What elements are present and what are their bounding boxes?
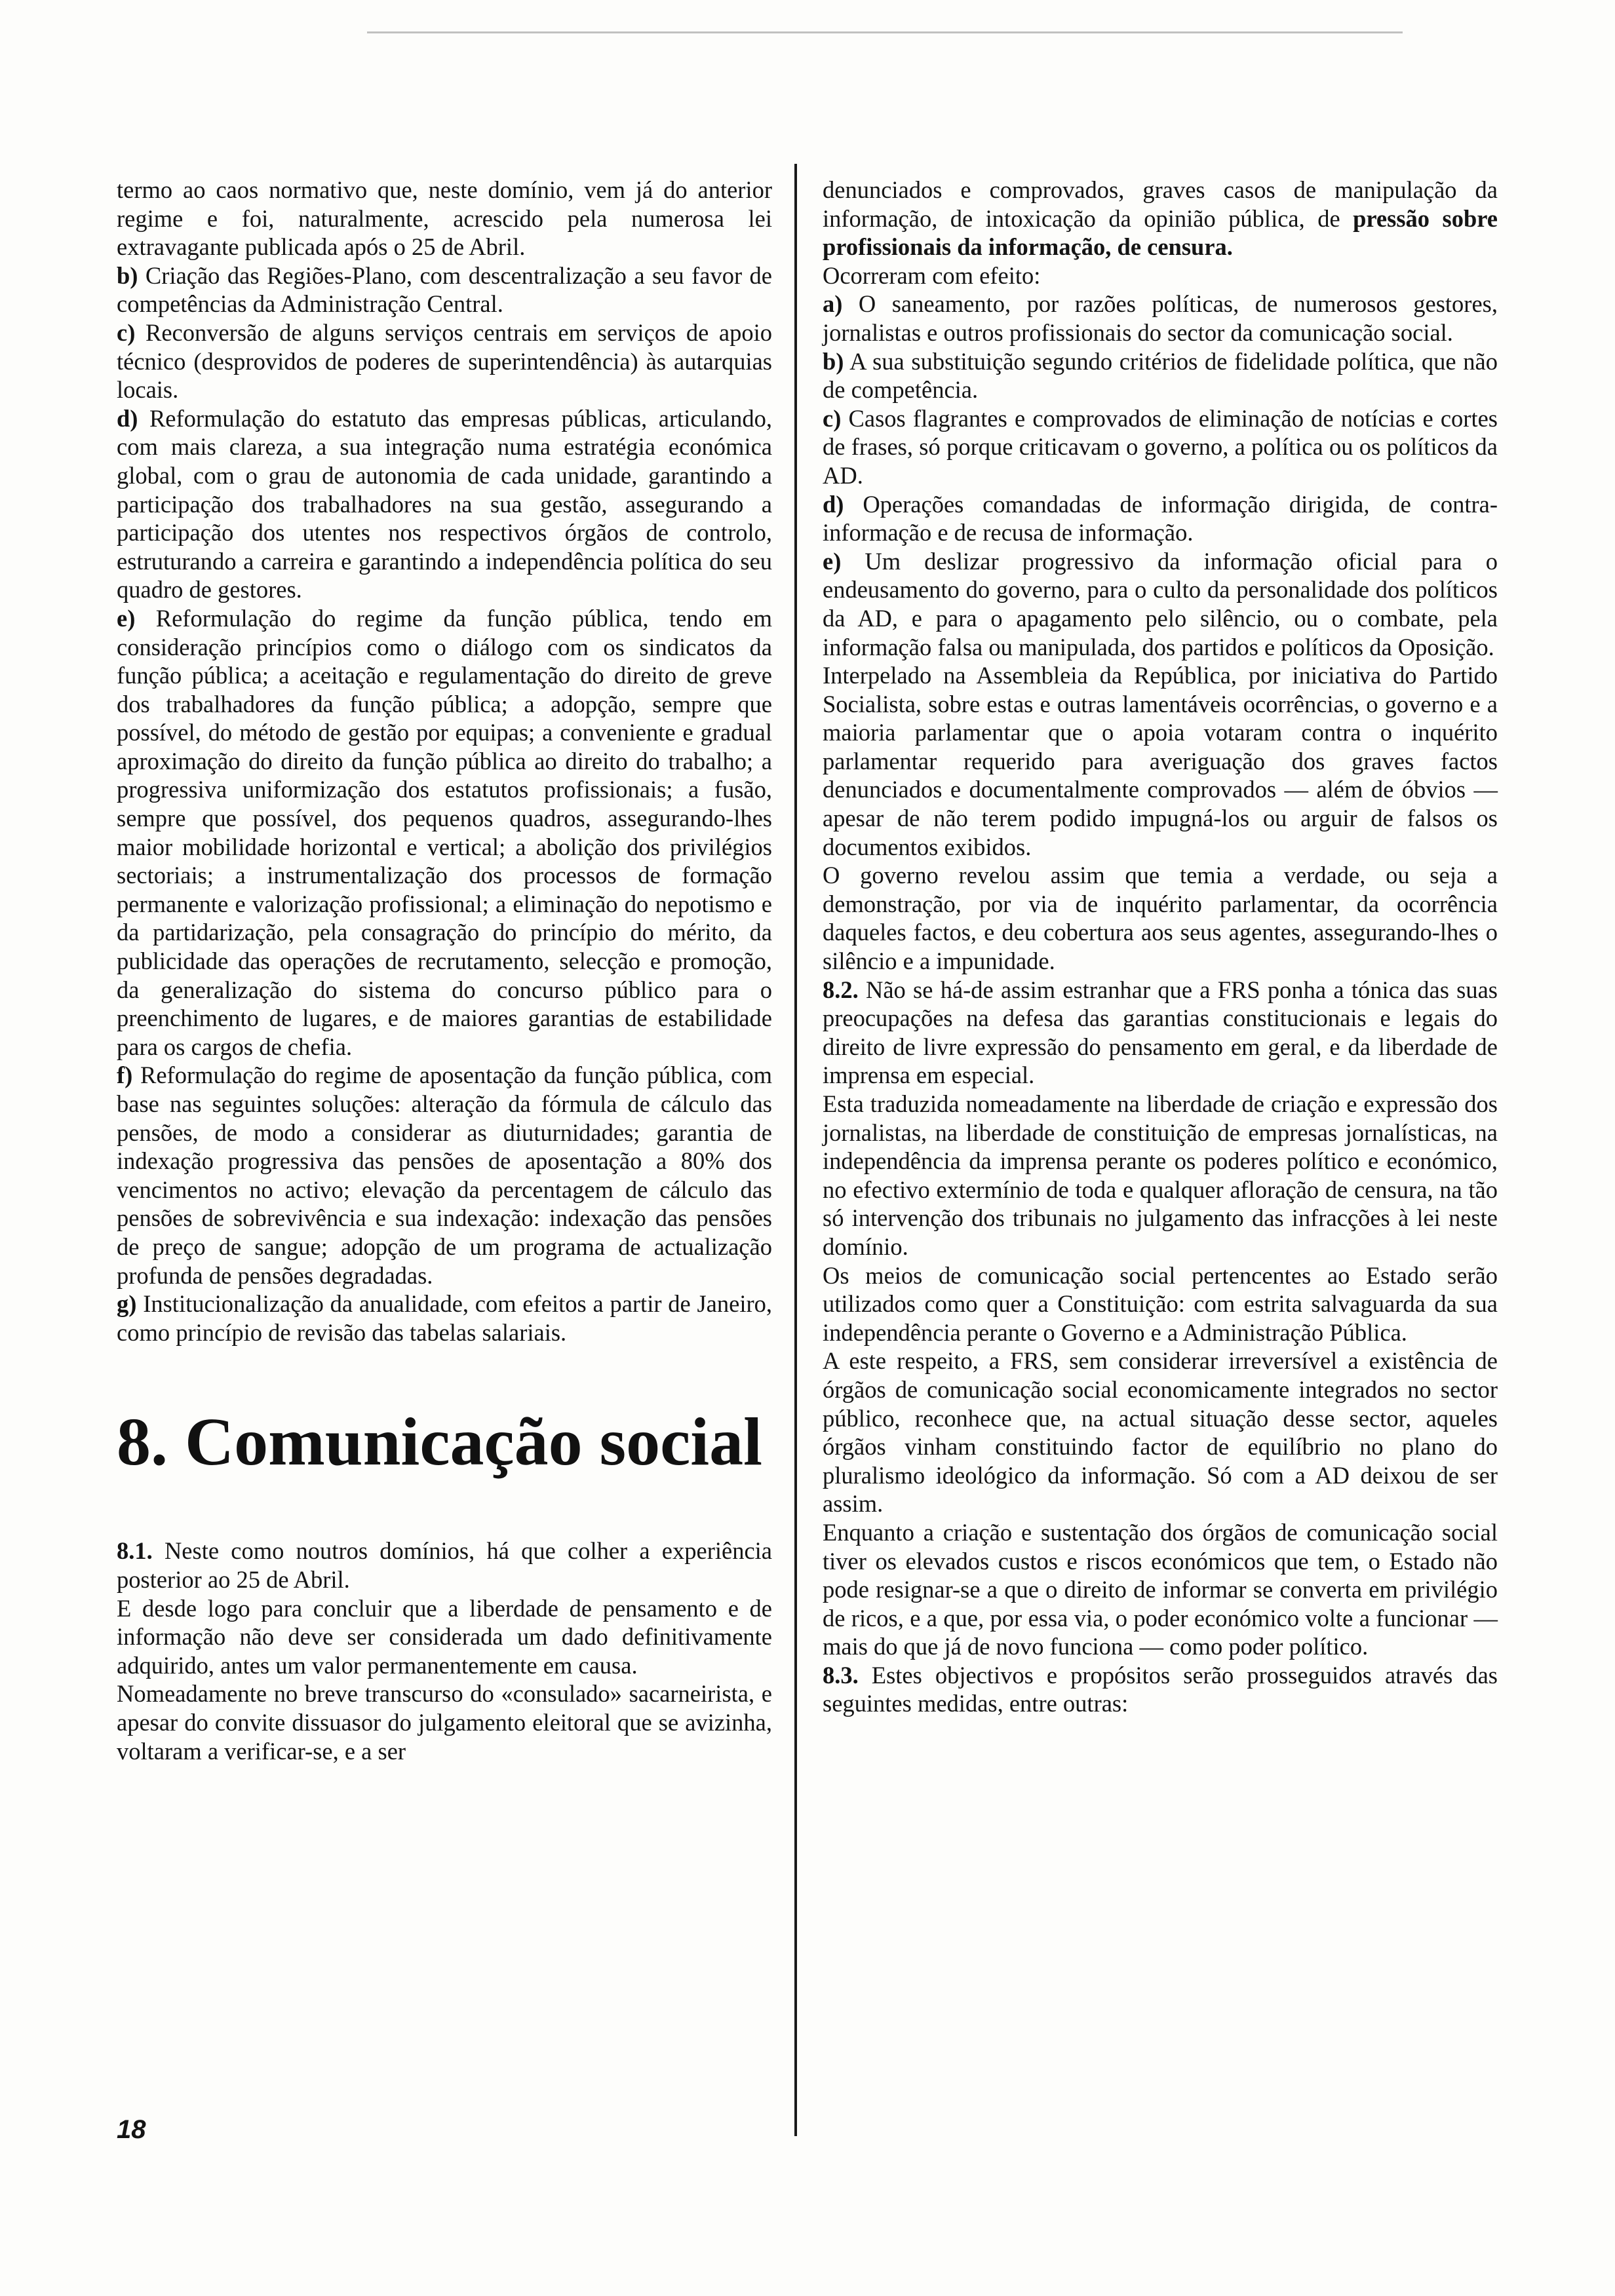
- list-item: [117, 604, 772, 1062]
- paragraph: Os meios de comunicação social pertencentes ao Estado serão utilizados como quer a Constituição: com estrita salvaguarda da sua independência perante o Governo e a Administração Pública.: [823, 1261, 1498, 1346]
- item-text: Operações comandadas de informação dirigida, de contra-informação e de recusa de informação.: [823, 490, 1498, 546]
- list-item: [117, 261, 772, 318]
- section-number: 8.2.: [823, 976, 859, 1003]
- paragraph: Ocorreram com efeito:: [823, 261, 1041, 289]
- item-text: Reformulação do regime de aposentação da função pública, com base nas seguintes soluções: alteração da fórmula de cálculo das pensões, de modo a considerar as diuturnidades; garantia de indexação progressiva das pensões de aposentação a 80% dos vencimentos no activo; elevação da percentagem de cálculo das pensões de sobrevivência e sua indexação: indexação das pensões de preço de sangue; adopção de um programa de actualização profunda de pensões degradadas.: [117, 1062, 773, 1289]
- paragraph: [823, 176, 1498, 261]
- item-label: c): [823, 404, 842, 432]
- paragraph: Enquanto a criação e sustentação dos órgãos de comunicação social tiver os elevados custos e riscos económicos que tem, o Estado não pode resignar-se a que o direito de informar se converta em privilégio de ricos, e a que, por essa via, o poder económico volte a funcionar — mais do que já de novo funciona — como poder político.: [823, 1518, 1498, 1660]
- paragraph-text: denunciados e comprovados, graves casos de manipulação da informação, de intoxicação da opinião pública, de: [823, 176, 1498, 232]
- paragraph: Nomeadamente no breve transcurso do «consulado» sacarneirista, e apesar do convite dissuasor do julgamento eleitoral que se avizinha, voltaram a verificar-se, e a ser: [117, 1680, 772, 1765]
- item-text: Criação das Regiões-Plano, com descentralização a seu favor de competências da Administração Central.: [117, 261, 772, 318]
- left-column: [117, 176, 772, 1765]
- item-text: Reformulação do estatuto das empresas públicas, articulando, com mais clareza, a sua integração numa estratégia económica global, com o grau de autonomia de cada unidade, garantindo a participação dos trabalhadores na sua gestão, assegurando a participação dos utentes nos respectivos órgãos de controlo, estruturando a carreira e garantindo a independência política do seu quadro de gestores.: [117, 404, 773, 603]
- paragraph-text: Estes objectivos e propósitos serão prosseguidos através das seguintes medidas, entre outras:: [823, 1661, 1498, 1717]
- paragraph: Esta traduzida nomeadamente na liberdade de criação e expressão dos jornalistas, na liberdade de constituição de empresas jornalísticas, na independência da imprensa perante os poderes político e económico, no efectivo extermínio de toda e qualquer afloração de censura, na tão só intervenção dos tribunais no julgamento das infracções à lei neste domínio.: [823, 1090, 1498, 1260]
- item-text: Um deslizar progressivo da informação oficial para o endeusamento do governo, para o culto da personalidade dos políticos da AD, e para o apagamento pelo silêncio, ou o combate, pela informação falsa ou manipulada, dos partidos e políticos da Oposição.: [823, 547, 1498, 660]
- item-label: b): [823, 347, 844, 375]
- list-item: [823, 404, 1498, 490]
- item-text: Reconversão de alguns serviços centrais em serviços de apoio técnico (desprovidos de poderes de superintendência) às autarquias locais.: [117, 318, 773, 404]
- list-item: [823, 347, 1498, 404]
- item-label: d): [117, 404, 138, 432]
- item-label: d): [823, 490, 844, 518]
- item-label: b): [117, 261, 138, 289]
- section-number: 8.1.: [117, 1537, 153, 1565]
- item-text: Casos flagrantes e comprovados de eliminação de notícias e cortes de frases, só porque criticavam o governo, a política ou os políticos da AD.: [823, 404, 1498, 489]
- item-text: A sua substituição segundo critérios de fidelidade política, que não de competência.: [823, 347, 1498, 404]
- item-text: Reformulação do regime da função pública, tendo em consideração princípios como o diálogo com os sindicatos da função pública; a aceitação e regulamentação do direito de greve dos trabalhadores da função pública; a adopção, sempre que possível, do método de gestão por equipas; a conveniente e gradual aproximação do direito da função pública ao direito do trabalho; a progressiva uniformização dos estatutos profissionais; a fusão, sempre que possível, dos pequenos quadros, assegurando-lhes maior mobilidade horizontal e vertical; a abolição dos privilégios sectoriais; a instrumentalização dos processos de formação permanente e valorização profissional; a eliminação do nepotismo e da partidarização, pela consagração do princípio do mérito, da publicidade das operações de recrutamento, selecção e promoção, da generalização do sistema do concurso público para o preenchimento de lugares, e de maiores garantias de estabilidade para os cargos de chefia.: [117, 604, 773, 1060]
- item-label: e): [823, 547, 842, 575]
- section-number: 8.3.: [823, 1661, 859, 1689]
- right-column: [823, 176, 1498, 1718]
- item-label: g): [117, 1290, 137, 1318]
- paragraph: A este respeito, a FRS, sem considerar irreversível a existência de órgãos de comunicação social economicamente integrados no sector público, reconhece que, na actual situação desse sector, aqueles órgãos vinham constituindo factor de equilíbrio no plano do pluralismo ideológico da informação. Só com a AD deixou de ser assim.: [823, 1347, 1498, 1518]
- list-item: [117, 404, 772, 604]
- paragraph: [823, 1661, 1498, 1718]
- item-text: O saneamento, por razões políticas, de numerosos gestores, jornalistas e outros profissionais do sector da comunicação social.: [823, 290, 1498, 346]
- item-label: c): [117, 318, 136, 346]
- section-heading: 8. Comunicação social: [117, 1404, 763, 1480]
- column-divider: [794, 164, 797, 2136]
- list-item: [823, 547, 1498, 661]
- item-label: f): [117, 1062, 133, 1089]
- list-item: [823, 290, 1498, 347]
- list-item: [117, 318, 772, 404]
- paragraph: Interpelado na Assembleia da República, por iniciativa do Partido Socialista, sobre estas e outras lamentáveis ocorrências, o governo e a maioria parlamentar que o apoia votaram contra o inquérito parlamentar requerido para averiguação dos graves factos denunciados e documentalmente comprovados — além de óbvios — apesar de não terem podido impugná-los ou arguir de falsos os documentos exibidos.: [823, 662, 1498, 860]
- paragraph: termo ao caos normativo que, neste domínio, vem já do anterior regime e foi, naturalmente, acrescido pela numerosa lei extravagante publicada após o 25 de Abril.: [117, 176, 772, 261]
- list-item: [823, 490, 1498, 547]
- list-item: [117, 1061, 772, 1290]
- paragraph: E desde logo para concluir que a liberdade de pensamento e de informação não deve ser considerada um dado definitivamente adquirido, antes um valor permanentemente em causa.: [117, 1594, 772, 1679]
- paragraph-text: Neste como noutros domínios, há que colher a experiência posterior ao 25 de Abril.: [117, 1537, 772, 1593]
- paragraph: O governo revelou assim que temia a verdade, ou seja a demonstração, por via de inquérito parlamentar, da ocorrência daqueles factos, e deu cobertura aos seus agentes, assegurando-lhes o silêncio e a impunidade.: [823, 862, 1498, 975]
- top-rule: [367, 31, 1403, 33]
- paragraph: [823, 976, 1498, 1090]
- bold-text: pressão sobre profissionais da informação, de censura.: [823, 204, 1498, 261]
- item-label: a): [823, 290, 843, 318]
- item-label: e): [117, 604, 136, 632]
- paragraph: [117, 1537, 772, 1594]
- item-text: Institucionalização da anualidade, com efeitos a partir de Janeiro, como princípio de revisão das tabelas salariais.: [117, 1290, 773, 1346]
- list-item: [117, 1290, 772, 1347]
- page-number: 18: [117, 2115, 146, 2144]
- paragraph-text: Não se há-de assim estranhar que a FRS ponha a tónica das suas preocupações na defesa das garantias constitucionais e legais do direito de livre expressão do pensamento em geral, e da liberdade de imprensa em especial.: [823, 976, 1498, 1089]
